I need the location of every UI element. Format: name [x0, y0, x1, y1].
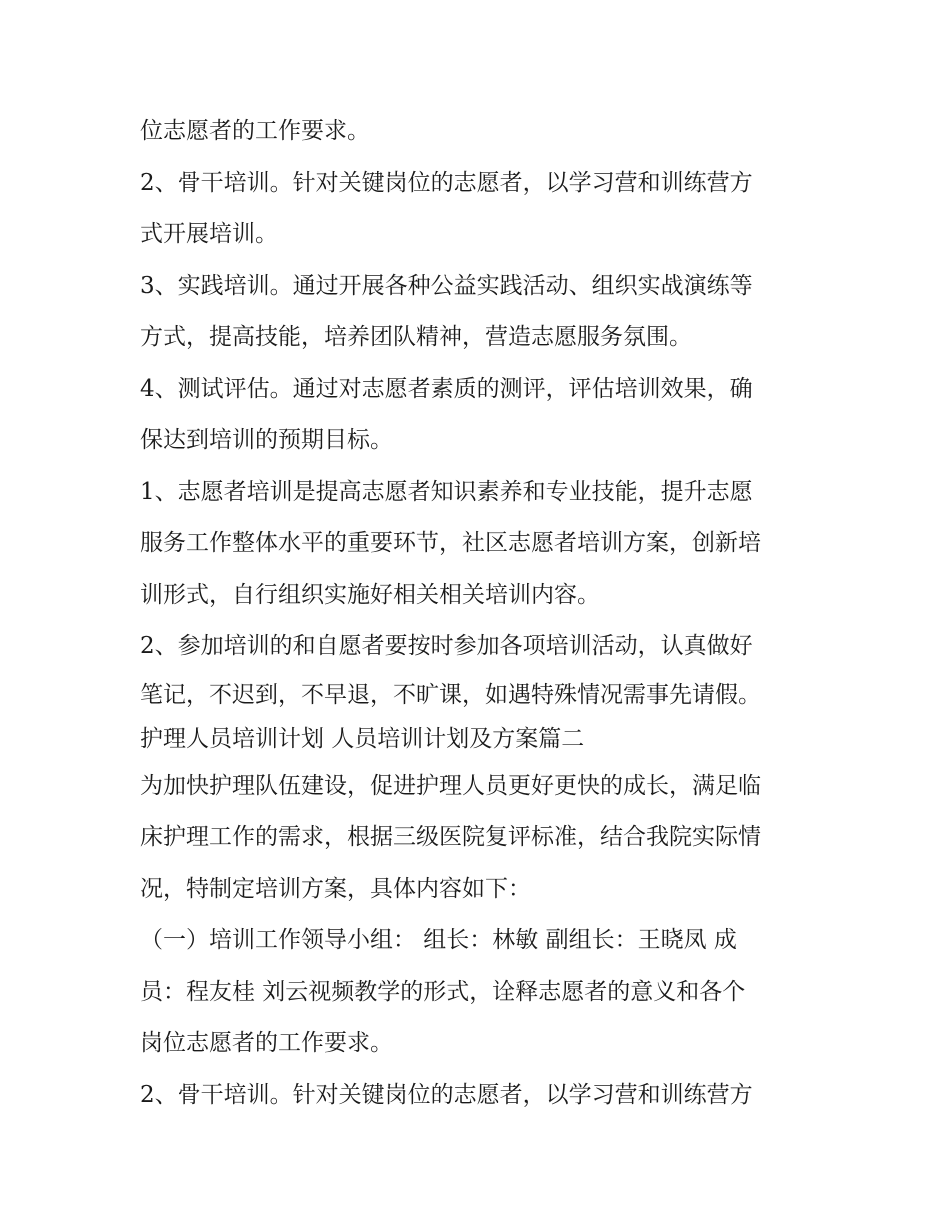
- text-line: 位志愿者的工作要求。: [140, 118, 370, 144]
- text-line: 为加快护理队伍建设，促进护理人员更好更快的成长，满足临: [140, 772, 761, 799]
- text-line: 保达到培训的预期目标。: [140, 427, 393, 453]
- text-line: 员：程友桂 刘云视频教学的形式，诠释志愿者的意义和各个: [140, 978, 746, 1005]
- text-line: （一）培训工作领导小组： 组长：林敏 副组长：王晓凤 成: [140, 927, 737, 953]
- text-line: 笔记，不迟到，不早退，不旷课，如遇特殊情况需事先请假。: [140, 681, 761, 708]
- text-line: 岗位志愿者的工作要求。: [140, 1030, 393, 1056]
- text-line: 方式，提高技能，培养团队精神，营造志愿服务氛围。: [140, 324, 692, 350]
- text-line: 3、实践培训。通过开展各种公益实践活动、组织实战演练等: [140, 272, 753, 299]
- text-line: 床护理工作的需求，根据三级医院复评标准，结合我院实际情: [140, 824, 761, 850]
- text-line: 2、参加培训的和自愿者要按时参加各项培训活动，认真做好: [140, 633, 753, 659]
- text-line: 服务工作整体水平的重要环节，社区志愿者培训方案，创新培: [140, 530, 761, 556]
- text-line: 况，特制定培训方案，具体内容如下：: [140, 875, 531, 902]
- text-line: 式开展培训。: [140, 221, 278, 247]
- text-line: 2、骨干培训。针对关键岗位的志愿者，以学习营和训练营方: [140, 1081, 753, 1108]
- text-line: 1、志愿者培训是提高志愿者知识素养和专业技能，提升志愿: [140, 478, 753, 505]
- text-line: 训形式，自行组织实施好相关相关培训内容。: [140, 581, 600, 608]
- section-heading: 护理人员培训计划 人员培训计划及方案篇二: [140, 725, 585, 752]
- text-line: 2、骨干培训。针对关键岗位的志愿者，以学习营和训练营方: [140, 169, 753, 196]
- document-body: [140, 106, 830, 1121]
- text-line: 4、测试评估。通过对志愿者素质的测评，评估培训效果，确: [140, 375, 753, 402]
